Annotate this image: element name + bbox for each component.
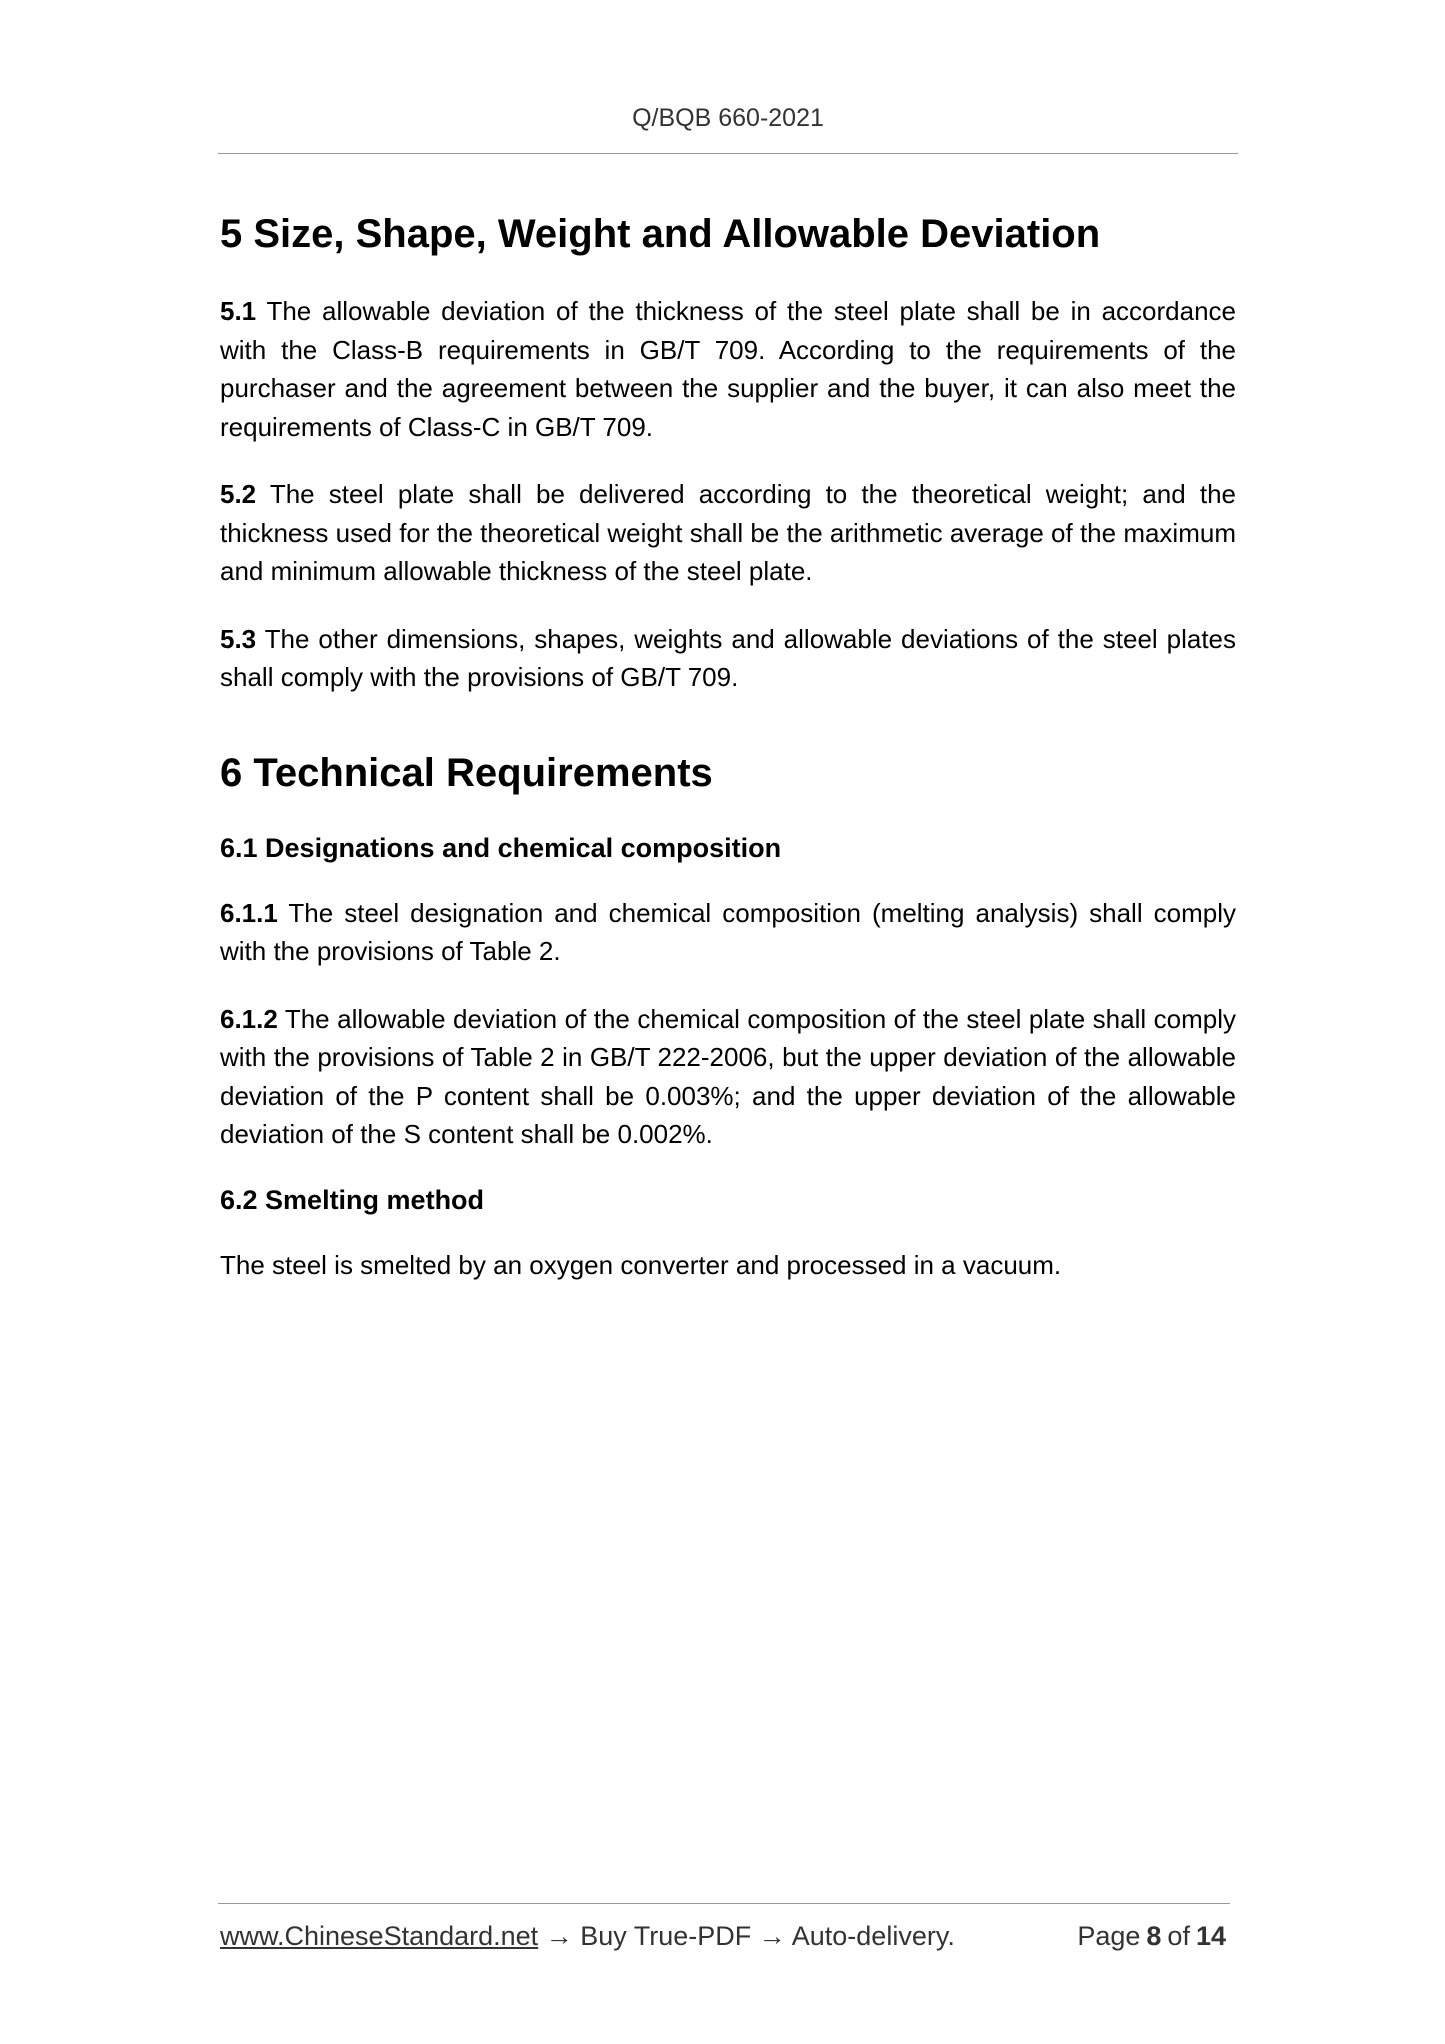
clause-number: 5.3: [220, 623, 257, 654]
page-label: Page: [1077, 1921, 1141, 1951]
clause-6-1-1: [220, 894, 1236, 971]
current-page: 8: [1146, 1921, 1162, 1951]
footer-divider: [218, 1903, 1230, 1904]
subsection-6-2-heading: 6.2 Smelting method: [220, 1184, 485, 1215]
page-number: [1077, 1921, 1226, 1952]
clause-5-1: [220, 292, 1236, 446]
clause-text: The allowable deviation of the thickness of the steel plate shall be in accordance with the Class-B requirements in GB/T 709. According to the requirements of the purchaser and the agreement between the supplier and the buyer, it can also meet the requirements of Class-C in GB/T 709.: [220, 296, 1236, 442]
document-code: Q/BQB 660-2021: [632, 104, 824, 132]
page-content: [220, 210, 1236, 1313]
footer-promo: [220, 1921, 955, 1952]
page-of-label: of: [1167, 1921, 1190, 1951]
header-divider: [218, 153, 1238, 154]
clause-6-2-body: The steel is smelted by an oxygen converter and processed in a vacuum.: [220, 1249, 1062, 1280]
clause-text: The other dimensions, shapes, weights and allowable deviations of the steel plates shall comply with the provisions of GB/T 709.: [220, 623, 1236, 692]
subsection-6-1-heading: 6.1 Designations and chemical composition: [220, 832, 782, 863]
clause-number: 6.1.1: [220, 897, 278, 928]
clause-5-3: [220, 620, 1236, 697]
clause-number: 5.2: [220, 479, 257, 509]
clause-number: 6.1.2: [220, 1003, 278, 1034]
clause-6-1-2: [220, 1000, 1236, 1154]
footer-promo-text: → Buy True-PDF → Auto-delivery.: [545, 1921, 955, 1951]
clause-text: The steel designation and chemical composition (melting analysis) shall comply with the provisions of Table 2.: [220, 897, 1236, 967]
website-link[interactable]: www.ChineseStandard.net: [220, 1921, 539, 1951]
clause-text: The steel plate shall be delivered according to the theoretical weight; and the thickness used for the theoretical weight shall be the arithmetic average of the maximum and minimum allowable thickness of the steel plate.: [220, 479, 1236, 586]
clause-5-2: [220, 475, 1236, 591]
section-5-heading: 5 Size, Shape, Weight and Allowable Deviation: [220, 212, 1101, 256]
section-6-heading: 6 Technical Requirements: [220, 750, 713, 795]
clause-number: 5.1: [220, 296, 257, 326]
total-pages: 14: [1195, 1921, 1226, 1951]
clause-text: The allowable deviation of the chemical composition of the steel plate shall comply with the provisions of Table 2 in GB/T 222-2006, but the upper deviation of the allowable deviation of the P content shall be 0.003%; and the upper deviation of the allowable deviation of the S content shall be 0.002%.: [220, 1003, 1236, 1150]
